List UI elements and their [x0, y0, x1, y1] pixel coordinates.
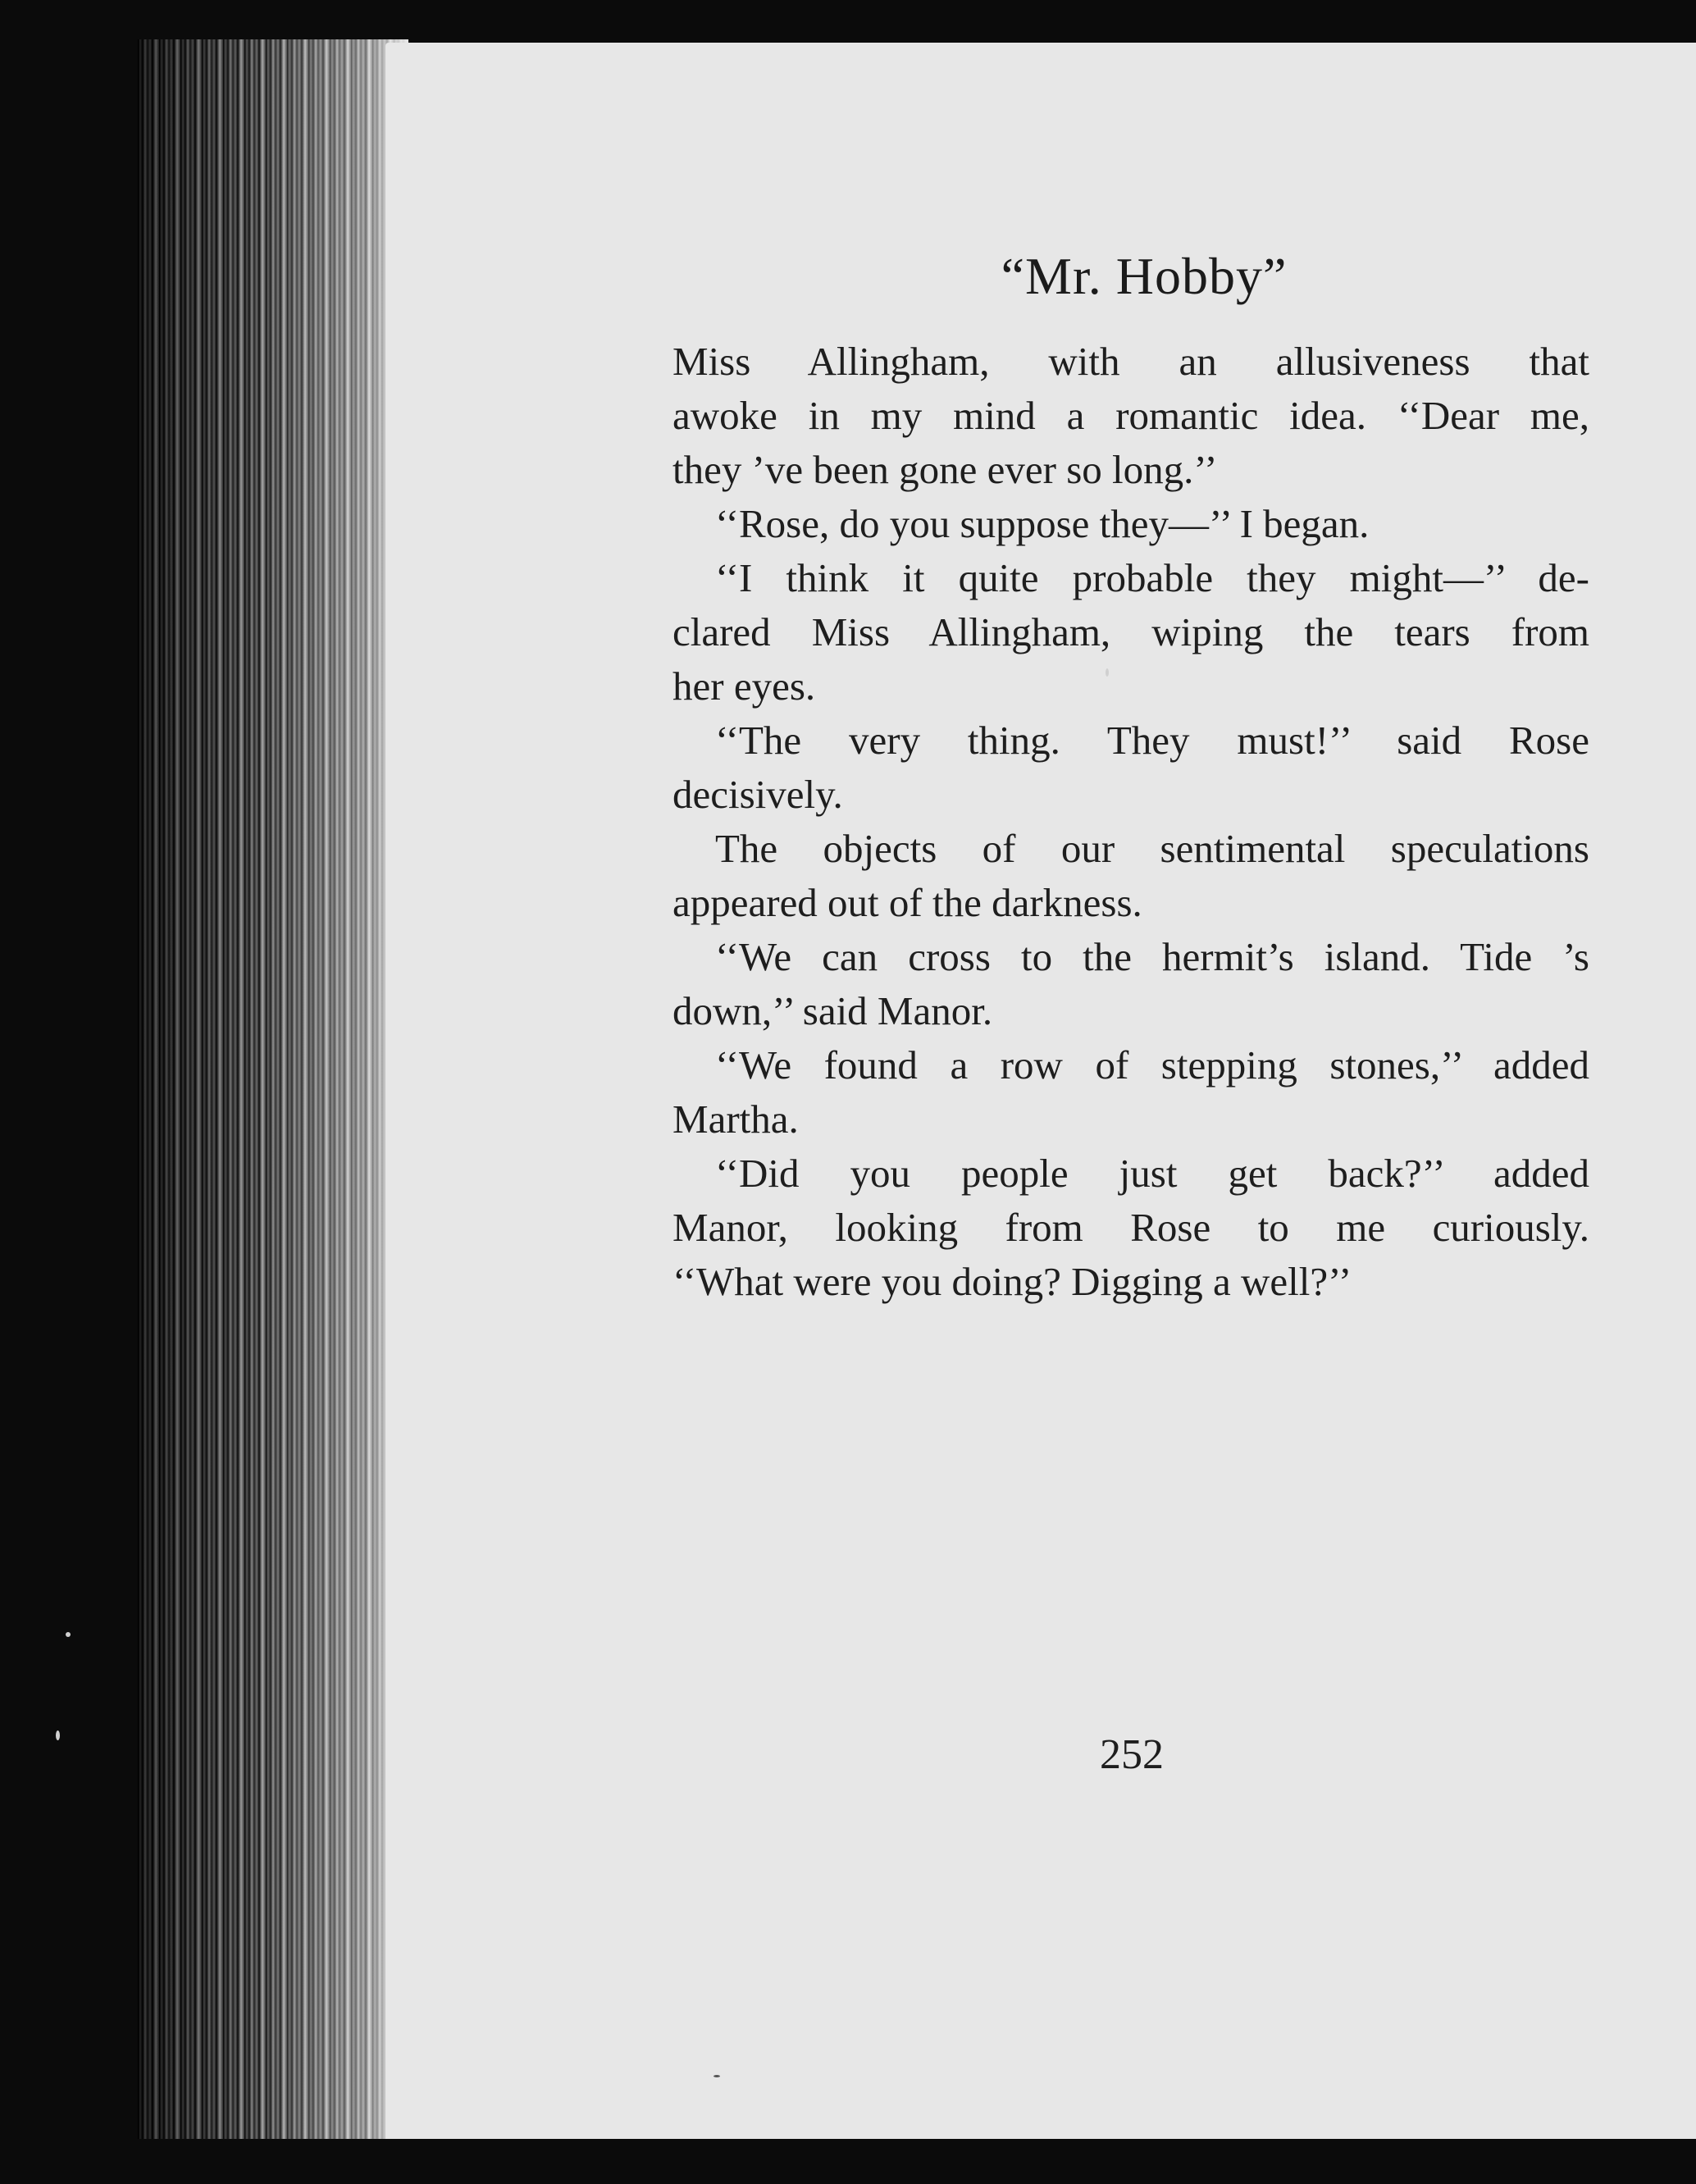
text-line: ‘‘The very thing. They must!’’ said Rose [715, 718, 1589, 763]
text-line: ‘‘I think it quite probable they might—’’ de- [715, 555, 1589, 600]
page-stack-edge [138, 39, 408, 2139]
dust-speck [1106, 668, 1109, 677]
running-head: “Mr. Hobby” [1001, 247, 1288, 305]
text-line: ‘‘We found a row of stepping stones,’’ added [715, 1042, 1589, 1087]
text-line: Miss Allingham, with an allusiveness that [672, 339, 1589, 384]
text-line: ‘‘What were you doing? Digging a well?’’ [672, 1259, 1352, 1304]
text-line: down,’’ said Manor. [672, 988, 993, 1033]
text-line: her eyes. [672, 663, 816, 709]
text-line: clared Miss Allingham, wiping the tears from [672, 609, 1589, 654]
text-line: The objects of our sentimental speculations [715, 826, 1589, 871]
text-line: decisively. [672, 772, 843, 817]
text-line: ‘‘Rose, do you suppose they—’’ I began. [715, 501, 1370, 546]
dust-speck [66, 1632, 71, 1637]
text-line: Martha. [672, 1097, 799, 1142]
text-line: Manor, looking from Rose to me curiously. [672, 1205, 1589, 1250]
dust-speck [56, 1730, 60, 1740]
text-line: awoke in my mind a romantic idea. ‘‘Dear me, [672, 393, 1589, 438]
page-number: 252 [1100, 1731, 1164, 1778]
body-text [672, 335, 1589, 1309]
dust-speck [714, 2075, 720, 2077]
text-line: ‘‘Did you people just get back?’’ added [715, 1151, 1589, 1196]
text-line: they ’ve been gone ever so long.’’ [672, 447, 1218, 492]
text-line: ‘‘We can cross to the hermit’s island. Tide ’s [715, 934, 1589, 979]
text-line: appeared out of the darkness. [672, 880, 1142, 925]
